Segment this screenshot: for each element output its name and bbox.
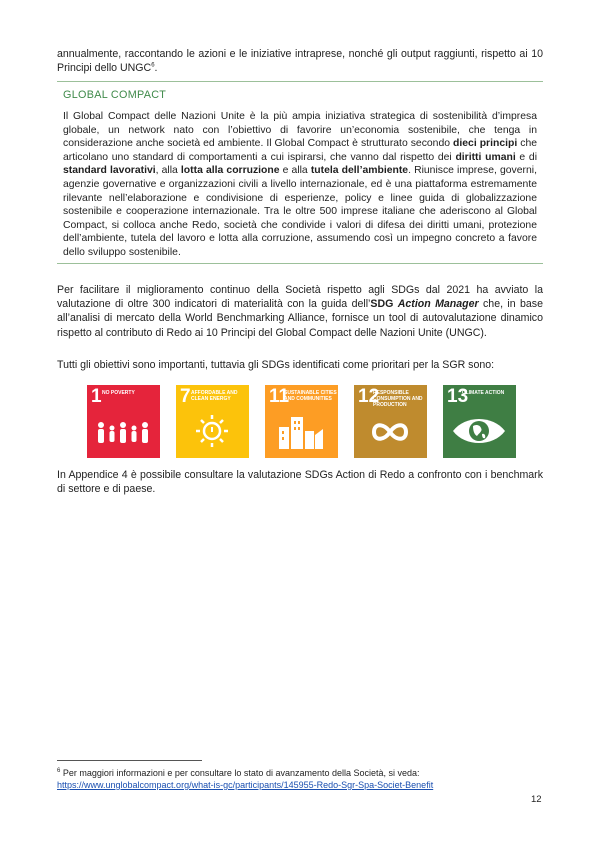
sdg-number: 12	[358, 386, 380, 407]
sdg-tile-1	[87, 385, 160, 458]
sdg-tiles	[87, 385, 517, 457]
paragraph-sdg-action-manager	[57, 283, 543, 340]
gc-bold-diritti-umani: diritti umani	[455, 151, 516, 163]
paragraph-priority-sdgs: Tutti gli obiettivi sono importanti, tuttavia gli SDGs identificati come prioritari per la SGR sono:	[57, 359, 495, 371]
global-compact-body	[63, 110, 537, 260]
sdg-label: AFFORDABLE AND CLEAN ENERGY	[191, 390, 238, 402]
gc-bold-lotta-corruzione: lotta alla corruzione	[180, 165, 280, 177]
gc-bold-dieci-principi: dieci principi	[453, 138, 518, 150]
intro-end: .	[154, 62, 158, 75]
p2-bold: SDG	[370, 298, 398, 311]
box-top-rule	[57, 81, 543, 82]
footnote	[57, 767, 543, 791]
sdg-number: 7	[180, 386, 191, 407]
gc-bold-standard-lavorativi: standard lavorativi	[63, 165, 156, 177]
footnote-rule	[57, 760, 202, 761]
sdg-label: SUSTAINABLE CITIES AND COMMUNITIES	[284, 390, 337, 402]
sdg-tile-13	[443, 385, 516, 458]
gc-bold-tutela-ambiente: tutela dell’ambiente	[310, 165, 409, 177]
footnote-link[interactable]: https://www.unglobalcompact.org/what-is-gc/participants/145955-Redo-Sgr-Spa-Societ-Benefit	[57, 780, 434, 790]
page-number: 12	[531, 794, 542, 805]
gc-text-6: . Riunisce imprese, governi, agenzie governative e organizzazioni civili a livello internazionale, ed è una piattaforma estremamente rilevante nell’elaborazione e condivisione di esperienze, policy e linee guida di globalizzazione sostenibile e cooperazione internazionale. Tra le oltre 500 imprese italiane che aderiscono al Global Compact, si colloca anche Redo, società che condivide i valori di difesa dei diritti umani, protezione dell’ambiente, tutela del lavoro e lotta alla corruzione, assumendo così un impegno concreto a favore dello sviluppo sostenibile.	[63, 165, 537, 258]
p2-bold-italic: Action Manager	[397, 298, 479, 311]
footnote-text: Per maggiori informazioni e per consultare lo stato di avanzamento della Società, si veda:	[60, 768, 420, 778]
sdg-tile-7	[176, 385, 249, 458]
sdg-number: 1	[91, 386, 102, 407]
sdg-label: NO POVERTY	[102, 390, 135, 396]
sdg-number: 13	[447, 386, 469, 407]
paragraph-appendix: In Appendice 4 è possibile consultare la valutazione SDGs Action di Redo a confronto con i benchmark di settore e di paese.	[57, 469, 543, 496]
sdg-number: 11	[269, 386, 290, 407]
sdg-tile-11	[265, 385, 338, 458]
sdg-tile-12	[354, 385, 427, 458]
footnote-ref[interactable]: 6	[151, 62, 155, 69]
intro-paragraph	[57, 47, 543, 75]
gc-text-2: che articolano uno standard di comportamenti a cui ispirarsi, che vanno dal rispetto dei	[63, 138, 538, 163]
gc-text-3: e di	[515, 151, 537, 163]
box-title: GLOBAL COMPACT	[63, 89, 167, 101]
sdg-label: CLIMATE ACTION	[462, 390, 505, 396]
gc-text-5: e alla	[279, 165, 311, 177]
intro-text: annualmente, raccontando le azioni e le iniziative intraprese, nonché gli output raggiunti, rispetto ai 10 Principi dello UNGC	[57, 48, 543, 75]
p2-before: Per facilitare il miglioramento continuo della Società rispetto agli SDGs dal 2021 ha avviato la valutazione di oltre 300 indicatori di materialità con la guida dell’	[57, 284, 543, 311]
gc-text-1: Il Global Compact delle Nazioni Unite è la più ampia iniziativa strategica di sostenibilità d’impresa globale, un network nato con l’obiettivo di favorire un’economia sostenibile, che tenga in considerazione anche società ed ambiente. Il Global Compact è strutturato secondo	[63, 111, 537, 150]
gc-text-4: , alla	[155, 165, 181, 177]
p2-after: che, in base all’analisi di mercato della World Benchmarking Alliance, fornisce un tool di autovalutazione dinamico rispetto al contributo di Redo ai 10 Principi del Global Compact delle Nazioni Unite (UNGC).	[57, 298, 543, 339]
footnote-marker: 6	[57, 768, 61, 774]
sdg-label: RESPONSIBLE CONSUMPTION AND PRODUCTION	[373, 390, 423, 408]
box-bottom-rule	[57, 263, 543, 264]
